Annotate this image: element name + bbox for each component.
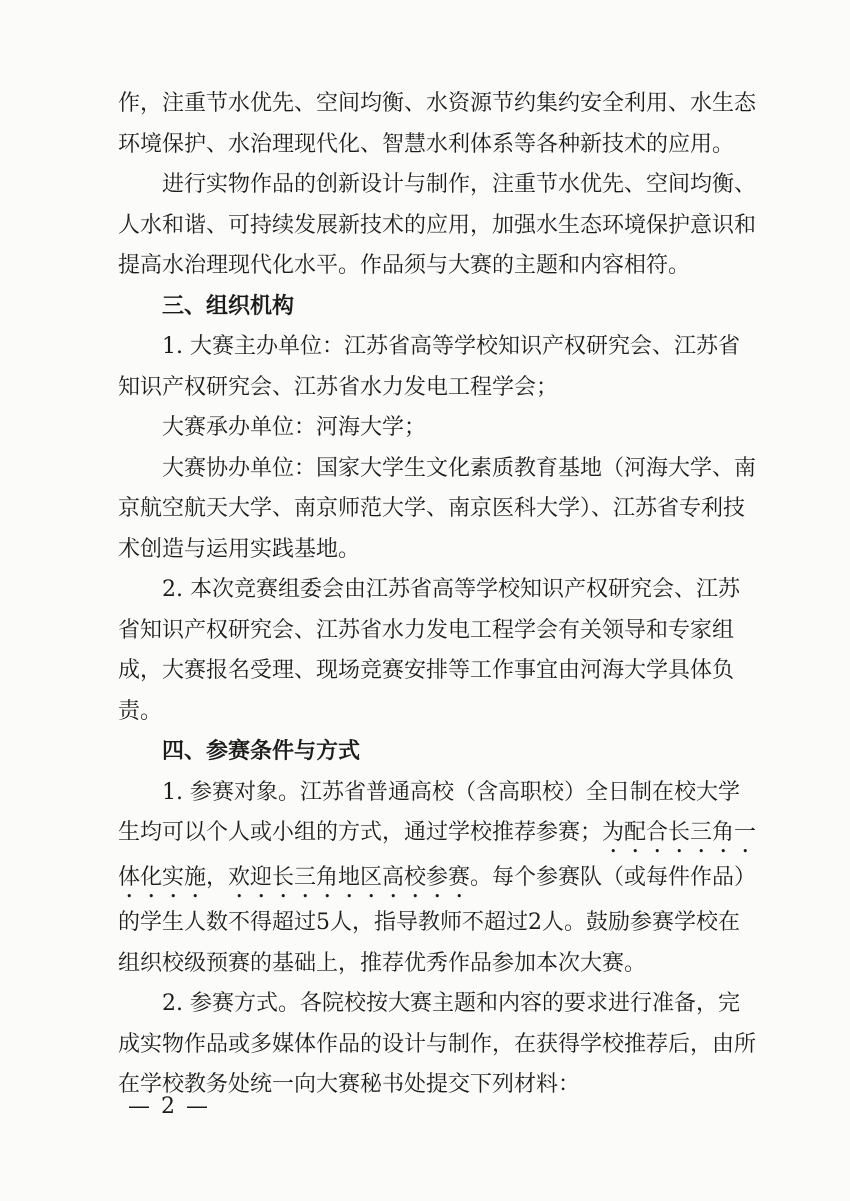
participants-text-before: 1. 参赛对象。江苏省普通高校（含高职校）全日制在校大学生均可以个人或小组的方式，通过学校推荐参赛； — [118, 779, 740, 845]
paragraph-co-organizers: 大赛协办单位：国家大学生文化素质教育基地（河海大学、南京航空航天大学、南京师范大学、南京医科大学）、江苏省专利技术创造与运用实践基地。 — [118, 455, 757, 562]
paragraph-continuation: 作，注重节水优先、空间均衡、水资源节约集约安全利用、水生态环境保护、水治理现代化、智慧水利体系等各种新技术的应用。 — [118, 91, 757, 157]
participants-text-after: 。每个参赛队（或每件作品）的学生人数不得超过5人，指导教师不超过2人。鼓励参赛学校在组织校级预赛的基础上，推荐优秀作品参加本次大赛。 — [118, 865, 757, 976]
page-number: — 2 — — [128, 1094, 210, 1119]
section-heading-conditions: 四、参赛条件与方式 — [162, 739, 361, 764]
paragraph-host-units: 1. 大赛主办单位：江苏省高等学校知识产权研究会、江苏省知识产权研究会、江苏省水力发电工程学会； — [118, 334, 740, 400]
paragraph-organizer-unit: 大赛承办单位：河海大学； — [162, 415, 427, 440]
paragraph-method: 2. 参赛方式。各院校按大赛主题和内容的要求进行准备，完成实物作品或多媒体作品的设计与制作，在获得学校推荐后，由所在学校教务处统一向大赛秘书处提交下列材料： — [118, 991, 757, 1097]
section-heading-organization: 三、组织机构 — [162, 293, 295, 319]
document-body — [118, 84, 758, 1106]
paragraph-participants — [118, 773, 758, 985]
paragraph-committee: 2. 本次竞赛组委会由江苏省高等学校知识产权研究会、江苏省知识产权研究会、江苏省水力发电工程学会有关领导和专家组成，大赛报名受理、现场竞赛安排等工作事宜由河海大学具体负责。 — [118, 577, 740, 724]
participants-emphasis: 为配合长三角一体化实施，欢迎长三角地区高校参赛 — [118, 820, 757, 890]
paragraph-physical-works: 进行实物作品的创新设计与制作，注重节水优先、空间均衡、人水和谐、可持续发展新技术的应用，加强水生态环境保护意识和提高水治理现代化水平。作品须与大赛的主题和内容相符。 — [118, 172, 757, 278]
